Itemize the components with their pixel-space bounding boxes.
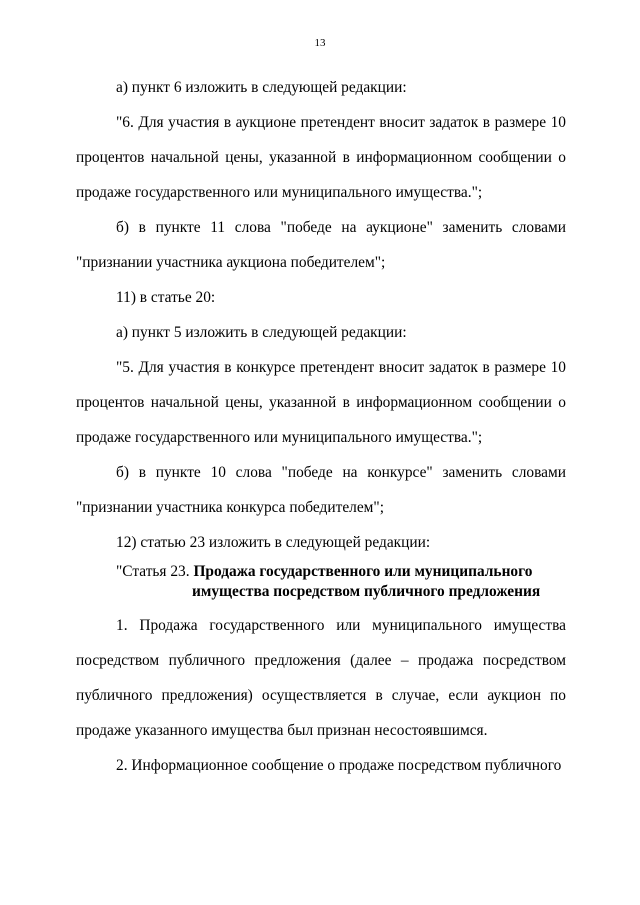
article-prefix: "Статья 23. <box>116 563 194 580</box>
paragraph-line: 11) в статье 20: <box>116 289 216 306</box>
page-number: 13 <box>314 37 326 49</box>
paragraph-line: а) пункт 5 изложить в следующей редакции: <box>116 324 407 341</box>
paragraph-line: продаже государственного или муниципального имущества."; <box>76 184 483 201</box>
paragraph-line: а) пункт 6 изложить в следующей редакции: <box>116 79 407 96</box>
paragraph-line: продаже указанного имущества был признан несостоявшимся. <box>76 722 488 739</box>
paragraph-line: продаже государственного или муниципального имущества."; <box>76 429 483 446</box>
paragraph-line: "признании участника аукциона победителем"; <box>76 254 386 271</box>
paragraph-line: процентов начальной цены, указанной в информационном сообщении о <box>76 394 566 411</box>
paragraph-line: "признании участника конкурса победителем"; <box>76 499 384 516</box>
article-heading <box>76 562 566 604</box>
paragraph-line: 1. Продажа государственного или муниципального имущества <box>116 617 566 634</box>
paragraph-line: 12) статью 23 изложить в следующей редакции: <box>116 534 431 551</box>
paragraph-line: публичного предложения) осуществляется в случае, если аукцион по <box>76 687 566 704</box>
paragraph-line: б) в пункте 11 слова "победе на аукционе" заменить словами <box>116 219 566 236</box>
paragraph-line: "6. Для участия в аукционе претендент вносит задаток в размере 10 <box>116 114 566 131</box>
article-title-line2: имущества посредством публичного предложения <box>192 583 541 600</box>
paragraph-line: посредством публичного предложения (далее – продажа посредством <box>76 652 566 669</box>
article-title-line1: Продажа государственного или муниципального <box>193 563 533 580</box>
paragraph-line: б) в пункте 10 слова "победе на конкурсе" заменить словами <box>116 464 566 481</box>
document-body <box>76 70 566 783</box>
paragraph-line: процентов начальной цены, указанной в информационном сообщении о <box>76 149 566 166</box>
paragraph-line: "5. Для участия в конкурсе претендент вносит задаток в размере 10 <box>116 359 566 376</box>
paragraph-line: 2. Информационное сообщение о продаже посредством публичного <box>116 757 562 774</box>
